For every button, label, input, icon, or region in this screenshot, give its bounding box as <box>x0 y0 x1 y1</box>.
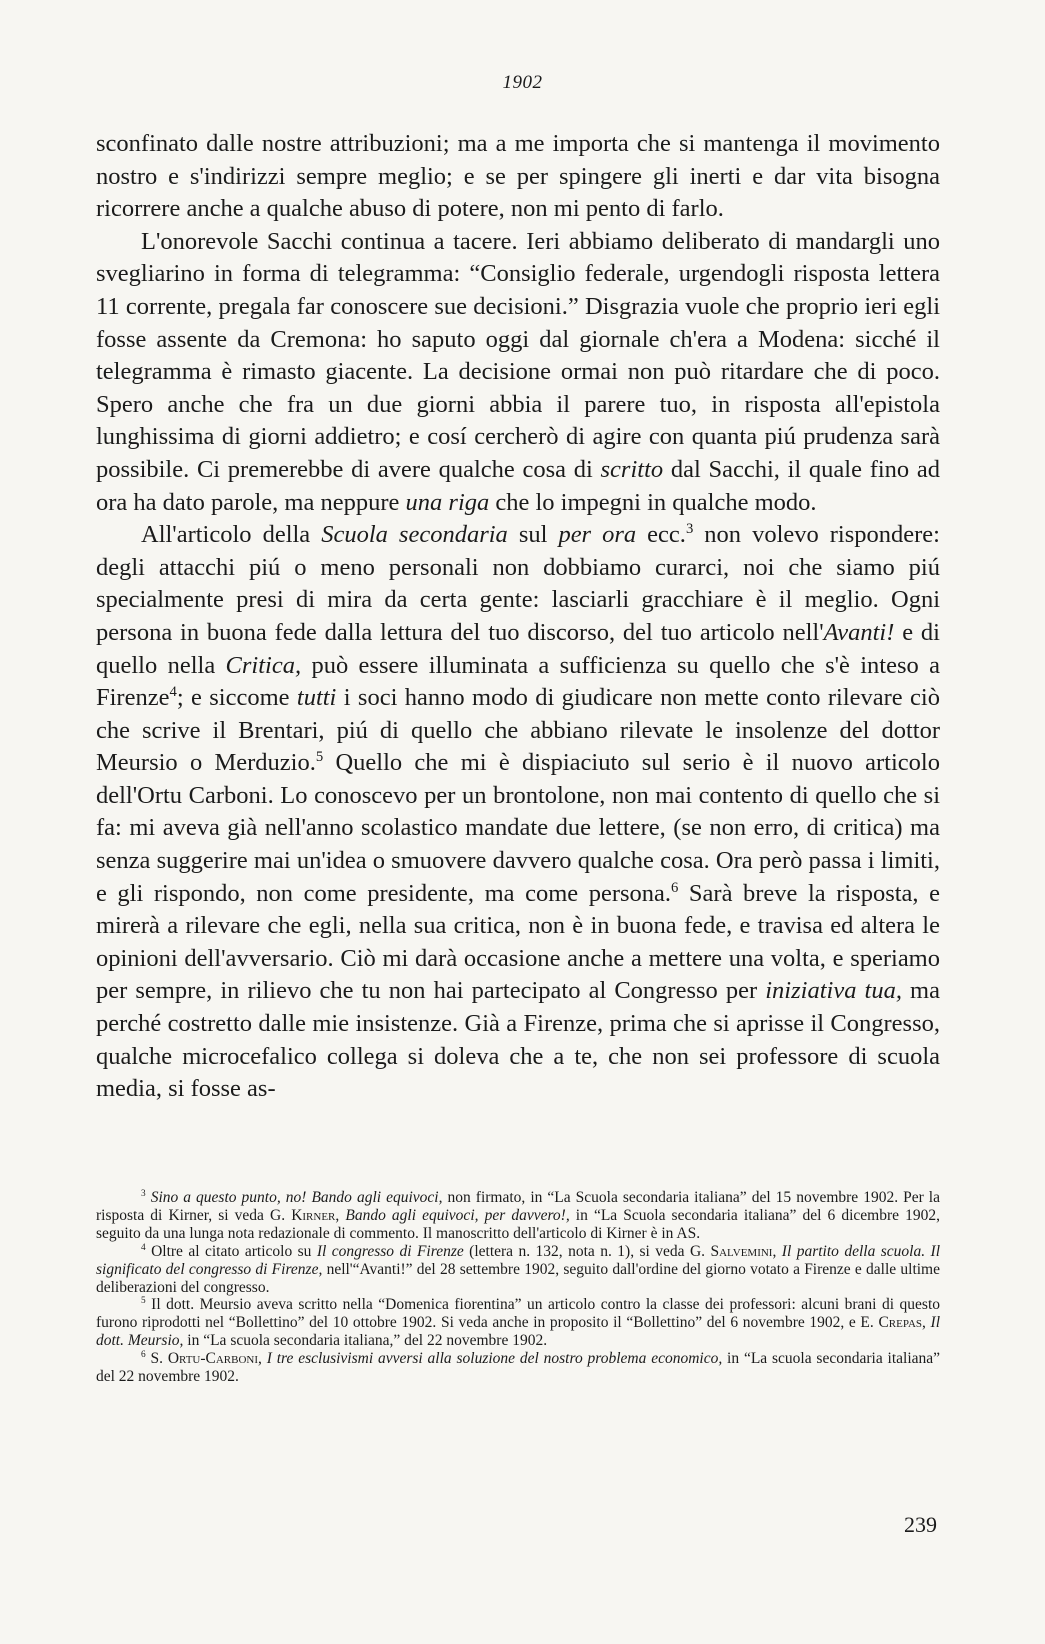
footnote-3: $^3$ Sino a questo punto, no! Bando agli equivoci, non firmato, in “La Scuola secondaria italiana” del 15 novembre 1902. Per la risposta di Kirner, si veda G. Kirner, Bando agli equivoci, per davvero!, in “La Scuola secondaria italiana” del 6 dicembre 1902, seguito da una lunga nota redazionale di commento. Il manoscritto dell'articolo di Kirner è in AS. <box>96 1188 940 1242</box>
footnotes <box>96 1189 940 1386</box>
footnote-ref-4: 4 <box>169 683 177 700</box>
main-text <box>96 128 940 1106</box>
paragraph-1: sconfinato dalle nostre attribuzioni; ma a me importa che si mantenga il movimento nostro e s'indirizzi sempre meglio; e se per spingere gli inerti e dar vita bisogna ricorrere anche a qualche abuso di potere, non mi pento di farlo. <box>96 130 940 223</box>
page-number: 239 <box>904 1512 937 1537</box>
paragraph-3: All'articolo della Scuola secondaria sul per ora ecc.$^3$ non volevo rispondere: degli attacchi piú o meno personali non dobbiamo curarci, noi che siamo piú specialmente presi di mira da certa gente: lasciarli gracchiare è il meglio. Ogni persona in buona fede dalla lettura del tuo discorso, del tuo articolo nell'Avanti! e di quello nella Critica, può essere illuminata a sufficienza su quello che s'è inteso a Firenze$^4$; e siccome tutti i soci hanno modo di giudicare non mette conto rilevare ciò che scrive il Brentari, piú di quello che abbiano rilevate le insolenze del dottor Meursio o Merduzio.$^5$ Quello che mi è dispiaciuto sul serio è il nuovo articolo dell'Ortu Carboni. Lo conoscevo per un brontolone, non mai contento di quello che si fa: mi aveva già nell'anno scolastico mandate due lettere, (se non erro, di critica) ma senza suggerire mai un'idea o smuovere davvero qualche cosa. Ora però passa i limiti, e gli rispondo, non come presidente, ma come persona.$^6$ Sarà breve la risposta, e mirerà a rilevare che egli, nella sua critica, non è in buona fede, e travisa ed altera le opinioni dell'avversario. Ciò mi darà occasione anche a mettere una volta, e speriamo per sempre, in rilievo che tu non hai partecipato al Congresso per iniziativa tua, ma perché costretto dalle mie insistenze. Già a Firenze, prima che si aprisse il Congresso, qualche microcefalico collega si doleva che a te, che non sei professore di scuola media, si fosse as- <box>96 520 940 1103</box>
running-head: 1902 <box>502 72 543 93</box>
footnote-4: $^4$ Oltre al citato articolo su Il congresso di Firenze (lettera n. 132, nota n. 1), si veda G. Salvemini, Il partito della scuola. Il significato del congresso di Firenze, nell'“Avanti!” del 28 settembre 1902, seguito dall'ordine del giorno votato a Firenze e dalle ultime deliberazioni del congresso. <box>96 1242 941 1296</box>
footnote-6: $^6$ S. Ortu-Carboni, I tre esclusivismi avversi alla soluzione del nostro problema economico, in “La scuola secondaria italiana” del 22 novembre 1902. <box>96 1350 941 1386</box>
paragraph-2: L'onorevole Sacchi continua a tacere. Ieri abbiamo deliberato di mandargli uno svegliarino in forma di telegramma: “Consiglio federale, urgendogli risposta lettera 11 corrente, pregala far conoscere sue decisioni.” Disgrazia vuole che proprio ieri egli fosse assente da Cremona: ho saputo oggi dal giornale ch'era a Modena: sicché il telegramma è rimasto giacente. La decisione ormai non può ritardare che di poco. Spero anche che fra un due giorni abbia il parere tuo, in risposta all'epistola lunghissima di giorni addietro; e cosí cercherò di agire con quanta piú prudenza sarà possibile. Ci premerebbe di avere qualche cosa di scritto dal Sacchi, il quale fino ad ora ha dato parole, ma neppure una riga che lo impegni in qualche modo. <box>96 227 940 516</box>
footnote-ref-5: 5 <box>315 749 324 766</box>
footnote-ref-6: 6 <box>671 879 679 896</box>
footnote-ref-3: 3 <box>685 520 694 537</box>
footnote-5: $^5$ Il dott. Meursio aveva scritto nella “Domenica fiorentina” un articolo contro la classe dei professori: alcuni brani di questo furono riprodotti nel “Bollettino” del 10 ottobre 1902. Si veda anche in proposito il “Bollettino” del 6 novembre 1902, e E. Crepas, Il dott. Meursio, in “La scuola secondaria italiana,” del 22 novembre 1902. <box>96 1296 941 1350</box>
